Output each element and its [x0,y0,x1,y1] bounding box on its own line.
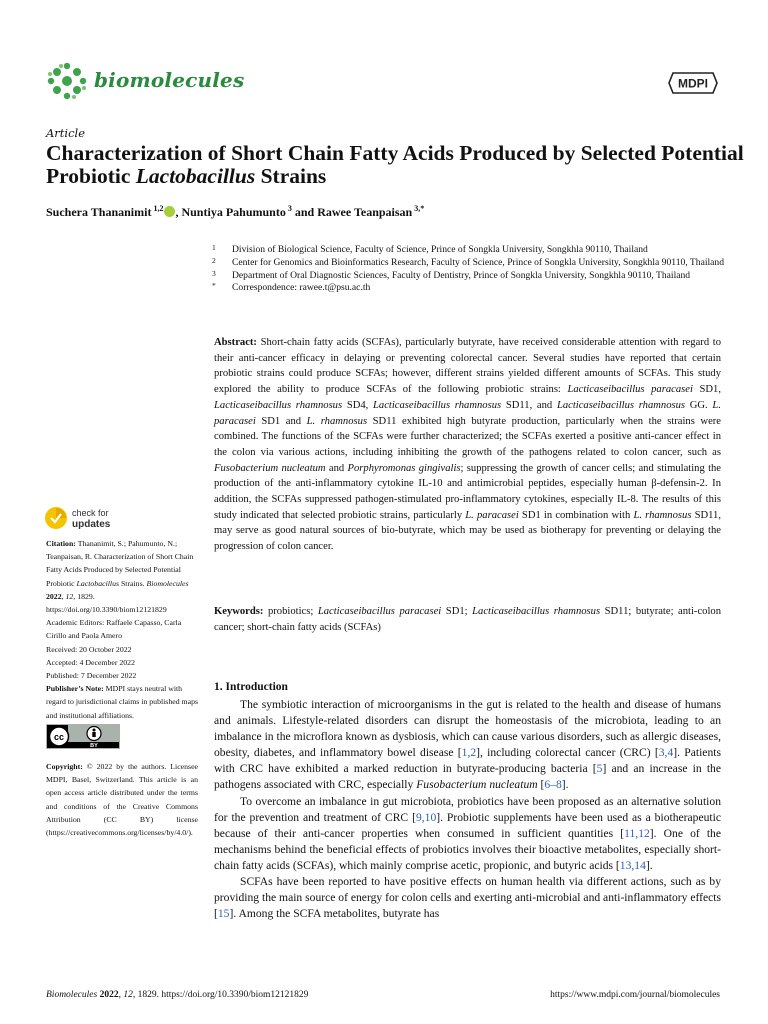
article-title [46,142,746,188]
italic-term: Fusobacterium nucleatum [416,778,538,792]
academic-editors: Academic Editors: Raffaele Capasso, Carla Cirillo and Paola Amero [46,618,182,641]
affiliation-item [212,282,732,295]
author-name[interactable]: Nuntiya Pahumunto [181,205,286,219]
text-run: The symbiotic interaction of microorganisms in the gut is related to the health and disease of humans and animals. Lifestyle-related disorders can disrupt the homeostasis of the microbiota, leading to an imbalance in the microflora known as dysbiosis, which can cause various disorders, such as allergic diseases, obesity, diabetes, and inflammatory bowel disease [ [214,698,721,760]
citation-link[interactable]: 3,4 [658,746,674,760]
text-run: SD1; [441,606,473,617]
citation-volume: 12 [65,591,74,601]
text-run: probiotics; [263,606,318,617]
affiliation-text: Center for Genomics and Bioinformatics Research, Faculty of Science, Prince of Songkla University, Songkhla 90110, Thailand [232,256,725,268]
text-run: ]. One of the mechanisms behind the beneficial effects of probiotics involves their bioactive metabolites, especially short-chain fatty acids (SCFAs), which mainly comprise acetic, propionic, and butyric acids [ [214,826,722,872]
text-run: [ [537,778,545,792]
svg-text:cc: cc [53,731,65,742]
title-italic: Lactobacillus [135,164,256,188]
italic-term: Lacticaseibacillus rhamnosus [472,606,601,617]
received-date: Received: 20 October 2022 [46,644,132,654]
affiliation-item [212,257,732,270]
citation-text-1: Thananimit, S.; Pahumunto, N.; Teanpaisan, R. Characterization of Short Chain Fatty Acids Produced by Selected Potential Probiotic [46,539,194,588]
title-part-1: Characterization of Short Chain Fatty Acids Produced by Selected Potential Probiotic [46,141,744,188]
citation-link[interactable]: 9,10 [415,810,437,824]
copyright-text: © 2022 by the authors. Licensee MDPI, Basel, Switzerland. This article is an open access article distributed under the terms and conditions of the Creative Commons Attribution (CC BY) license (https://creativecommons.org/licenses/by/4.0/). [46,762,198,838]
affiliation-mark: 3 [212,268,216,278]
text-run: Short-chain fatty acids (SCFAs), particularly butyrate, have received considerable attention with regard to their anti-cancer efficacy in delaying or preventing colorectal cancer. Several studies have reported that certain probiotic strains could produce SCFAs; however, different strains yielded different amounts of SCFAs. This study explored the ability to produce SCFAs of the following probiotic strains: [214,337,721,396]
italic-term: Lacticaseibacillus paracasei [317,606,442,617]
text-run: SD1 and [255,415,307,427]
affiliation-text: Correspondence: rawee.t@psu.ac.th [232,282,371,294]
journal-name[interactable]: biomolecules [94,68,245,92]
affiliation-item [212,270,732,283]
citation-link[interactable]: 15 [217,907,230,921]
paragraph [214,697,721,794]
author-name[interactable]: Suchera Thananimit [46,205,152,219]
italic-term: Lacticaseibacillus rhamnosus [556,399,686,411]
italic-term: Lacticaseibacillus rhamnosus [214,399,343,411]
affiliation-item [212,244,732,257]
citation-journal: Biomolecules [146,578,189,588]
text-run: SD1 in combination with [518,509,634,521]
keywords-label: Keywords: [214,606,264,617]
text-run: ]. Probiotic supplements have been used as a biotherapeutic because of their anti-cancer properties when consumed in sufficient quantities [ [214,810,721,840]
check-for-updates-icon[interactable] [44,504,144,532]
italic-term: Lacticaseibacillus paracasei [567,384,693,396]
abstract-label: Abstract: [214,337,257,348]
keywords-body [214,606,721,633]
abstract-body [214,337,721,552]
journal-logo-icon [46,60,88,102]
mdpi-logo-icon[interactable] [667,69,719,97]
italic-term: Lacticaseibacillus rhamnosus [373,399,502,411]
italic-term: L. paracasei [465,509,519,521]
author-separator: and [291,205,318,219]
footer-journal-url[interactable]: https://www.mdpi.com/journal/biomolecules [550,990,720,1000]
italic-term: L. rhamnosus [633,509,692,521]
accepted-date: Accepted: 4 December 2022 [46,657,135,667]
title-part-2: Strains [255,164,327,188]
citation-link[interactable]: 11,12 [624,826,650,840]
sidebar [46,537,198,839]
citation-italic: Lactobacillus [76,578,119,588]
italic-term: Porphyromonas gingivalis [347,462,461,474]
author-list [46,204,424,220]
text-run: ]. [561,778,569,792]
italic-term: L. rhamnosus [306,415,368,427]
italic-term: L. paracasei [214,399,721,427]
article-type: Article [46,126,86,140]
citation-year: 2022 [46,591,62,601]
text-run: SD4, [342,399,374,411]
author-affiliation-mark: 1,2 [151,204,164,213]
text-run: SCFAs have been reported to have positive effects on human health via different actions, such as by providing the main source of energy for colon cells and exerting anti-microbial and anti-inflammatory effects [ [214,875,721,921]
text-run: SD1, [692,384,721,396]
published-date: Published: 7 December 2022 [46,671,137,681]
author-name[interactable]: Rawee Teanpaisan [317,205,413,219]
text-run: ], including colorectal cancer (CRC) [ [476,746,659,760]
citation-text-2: Strains. [119,578,147,588]
footer-year: 2022 [99,990,119,1000]
introduction-body [214,697,721,922]
text-run: and [325,462,348,474]
author-affiliation-mark: 3 [285,204,292,213]
text-run: ]. [645,858,653,872]
copyright-label: Copyright: [46,762,83,772]
publisher-note [46,682,198,722]
affiliation-mark: 1 [212,243,216,252]
text-run: GG. [685,399,713,411]
publisher-note-label: Publisher’s Note: [46,684,104,694]
affiliation-mark: 2 [212,255,216,265]
text-run: ] and an increase in the pathogens associated with CRC, especially [214,762,721,792]
cc-by-license-icon[interactable] [46,724,120,749]
italic-term: Fusobacterium nucleatum [214,462,326,474]
citation-text-3: , 1829. https://doi.org/10.3390/biom12121829 [46,591,167,615]
text-run: ; suppressing the growth of cancer cells; and stimulating the production of the anti-inflammatory cytokine IL-10 and antimicrobial peptides, especially human β-defensin-2. In addition, the SCFAs suppressed pathogen-stimulated pro-inflammatory cytokines, especially IL-8. The results of this study indicated that selected probiotic strains, particularly [214,462,722,521]
citation-link[interactable]: 1,2 [461,746,477,760]
section-heading-introduction: 1. Introduction [214,681,288,693]
footer-volume: 12 [123,990,133,1000]
check-updates-line2: updates [72,519,111,530]
citation-block: Citation: Thananimit, S.; Pahumunto, N.; Teanpaisan, R. Characterization of Short Chain Fatty Acids Produced by Selected Potential Probiotic Lactobacillus Strains. Biomolecules 2022, 12, 1829. https://doi.org/10.3390/biom12121829 [46,539,194,615]
text-run: To overcome an imbalance in gut microbiota, probiotics have been proposed as an alternative solution for the prevention and treatment of CRC [ [214,794,721,824]
text-run: SD11, may serve as good natural sources of bio-butyrate, which may be used as biotherapy for preventing or delaying the progression of colon cancer. [214,509,722,553]
affiliation-list [212,244,732,295]
keywords [214,604,721,635]
citation-link[interactable]: 5 [596,762,603,776]
cc-badge-text: BY [90,743,98,749]
text-run: SD11; butyrate; anti-colon cancer; short-chain fatty acids (SCFAs) [214,606,721,633]
text-run: SD11 exhibited high butyrate production, particularly when the strains were combined. The functions of the SCFAs were further characterized; the SCFAs exerted a positive anti-cancer effect in the colon via various actions, including inhibiting the growth of the pathogens related to colon cancer, such as [214,415,722,458]
orcid-icon[interactable] [164,206,175,217]
footer-citation: Biomolecules 2022, 12, 1829. https://doi.org/10.3390/biom12121829 [46,990,309,1000]
author-affiliation-mark: 3,* [412,204,425,213]
publisher-note-text: MDPI stays neutral with regard to jurisdictional claims in published maps and institutional affiliations. [46,684,199,720]
citation-label: Citation: [46,539,76,548]
author-separator: , [175,205,182,219]
abstract [214,335,721,555]
paragraph [214,794,721,874]
check-updates-line1: check for [72,508,109,518]
affiliation-mark: * [212,281,216,291]
mdpi-logo-text: MDPI [678,76,708,91]
text-run: SD11, and [501,399,557,411]
footer-doi: , 1829. https://doi.org/10.3390/biom12121829 [132,990,309,1000]
copyright-notice [46,760,198,839]
footer-journal: Biomolecules [46,990,98,1000]
text-run: ]. Among the SCFA metabolites, butyrate has [229,907,440,921]
paragraph [214,874,721,922]
text-run: ]. Patients with CRC have exhibited a marked reduction in butyrate-producing bacteria [ [214,746,721,776]
citation-link[interactable]: 13,14 [619,858,646,872]
affiliation-text: Department of Oral Diagnostic Sciences, Faculty of Dentistry, Prince of Songkla University, Songkhla 90110, Thailand [232,269,691,281]
affiliation-text: Division of Biological Science, Faculty of Science, Prince of Songkla University, Songkhla 90110, Thailand [232,244,648,255]
citation-link[interactable]: 6–8 [544,778,562,792]
